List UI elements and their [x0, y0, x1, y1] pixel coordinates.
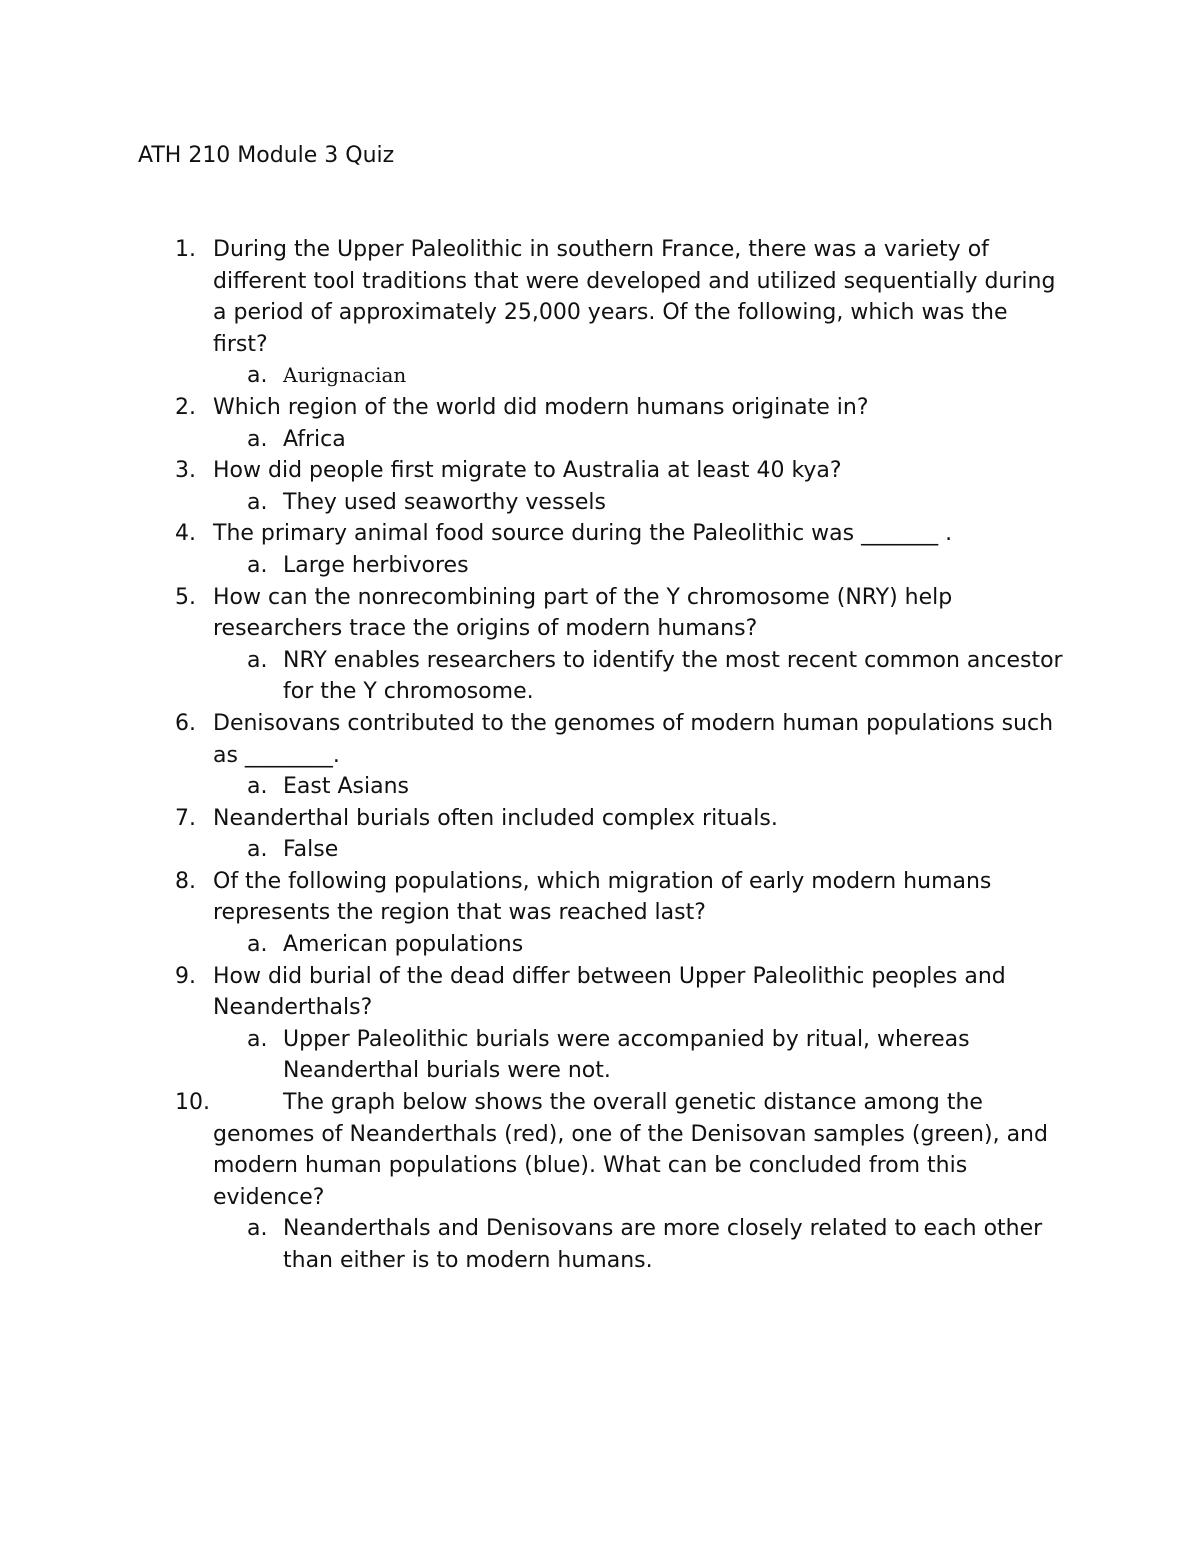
question-number: 4. [175, 521, 196, 547]
answer-letter: a. [247, 426, 268, 452]
answer-text: Aurignacian [283, 363, 407, 388]
answer-letter: a. [247, 552, 268, 578]
question-item [0, 708, 1063, 771]
question-text-wrapper [213, 1087, 1063, 1213]
answer-item [0, 487, 1063, 519]
question-text: During the Upper Paleolithic in southern France, there was a variety of different tool traditions that were developed and utilized sequentially during a period of approximately 25,000 years. Of the following, which was the first? [213, 237, 1056, 357]
question-text: Which region of the world did modern humans originate in? [213, 394, 869, 420]
question-number: 3. [175, 458, 196, 484]
answer-letter: a. [247, 774, 268, 800]
question-text: The primary animal food source during the Paleolithic was _______ . [213, 521, 953, 547]
answer-text: Upper Paleolithic burials were accompanied by ritual, whereas Neanderthal burials were not. [283, 1026, 970, 1084]
answer-letter: a. [247, 1216, 268, 1242]
question-text: Neanderthal burials often included complex rituals. [213, 805, 778, 831]
question-text: Denisovans contributed to the genomes of modern human populations such as ________. [213, 710, 1054, 768]
question-number: 7. [175, 805, 196, 831]
question-item [0, 866, 1063, 929]
answer-item [0, 424, 1063, 456]
answer-letter: a. [247, 837, 268, 863]
answer-item [0, 1213, 1063, 1276]
answer-letter: a. [247, 647, 268, 673]
answer-letter: a. [247, 932, 268, 958]
answer-item [0, 929, 1063, 961]
answer-item [0, 834, 1063, 866]
question-number: 1. [175, 237, 196, 262]
question-text: The graph below shows the overall genetic distance among the genomes of Neanderthals (red), one of the Denisovan samples (green), and modern human populations (blue). What can be concluded from this evidence? [213, 1090, 1048, 1210]
answer-letter: a. [247, 363, 268, 389]
question-number: 10. [175, 1090, 210, 1116]
question-item [0, 518, 1063, 550]
question-item [0, 234, 1063, 360]
answer-text: They used seaworthy vessels [283, 489, 606, 515]
question-item [0, 582, 1063, 645]
page-title: ATH 210 Module 3 Quiz [138, 143, 395, 168]
question-text: How can the nonrecombining part of the Y chromosome (NRY) help researchers trace the origins of modern humans? [213, 584, 953, 642]
answer-text: Large herbivores [283, 552, 469, 578]
quiz-list [0, 234, 1200, 1277]
answer-text: American populations [283, 932, 524, 958]
answer-text: East Asians [283, 774, 409, 800]
question-number: 2. [175, 394, 196, 420]
question-item [0, 455, 1063, 487]
answer-item [0, 1024, 1063, 1087]
answer-text: Neanderthals and Denisovans are more closely related to each other than either is to modern humans. [283, 1216, 1043, 1273]
question-item [0, 961, 1063, 1024]
answer-letter: a. [247, 489, 268, 515]
question-item [0, 803, 1063, 835]
answer-text: Africa [283, 426, 346, 452]
question-number: 8. [175, 868, 196, 894]
answer-text: False [283, 837, 339, 863]
question-item [0, 1087, 1063, 1213]
answer-text: NRY enables researchers to identify the most recent common ancestor for the Y chromosome. [283, 647, 1063, 705]
answer-item [0, 771, 1063, 803]
question-text: How did burial of the dead differ between Upper Paleolithic peoples and Neanderthals? [213, 963, 1006, 1021]
answer-letter: a. [247, 1026, 268, 1052]
answer-item [0, 645, 1063, 708]
question-text: How did people first migrate to Australia at least 40 kya? [213, 458, 842, 484]
question-item [0, 392, 1063, 424]
question-number: 6. [175, 710, 196, 736]
question-number: 9. [175, 963, 196, 989]
question-text: Of the following populations, which migration of early modern humans represents the region that was reached last? [213, 868, 992, 926]
answer-item [0, 550, 1063, 582]
answer-item [0, 360, 1063, 392]
question-number: 5. [175, 584, 196, 610]
